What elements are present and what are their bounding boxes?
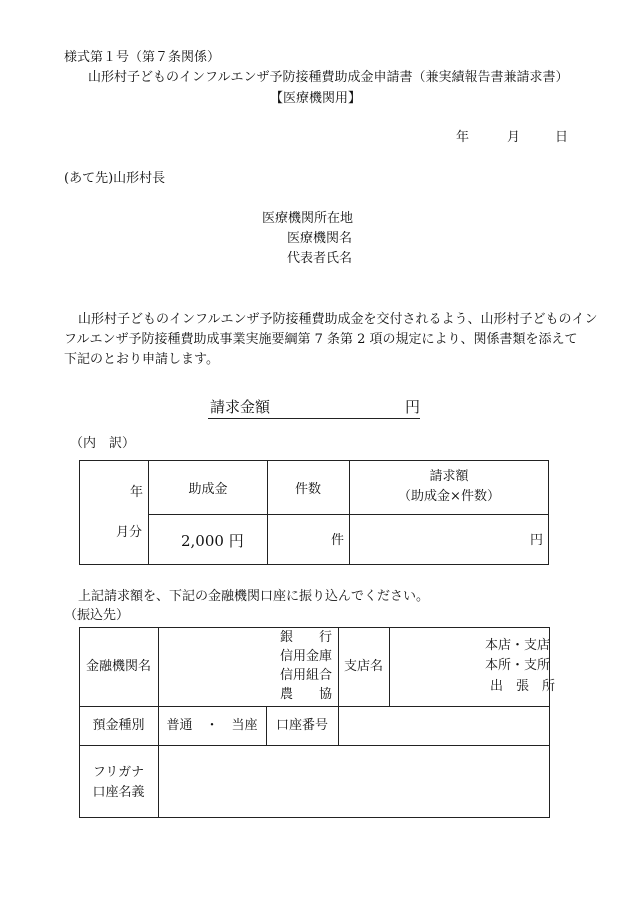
col-subsidy-header: 助成金 bbox=[188, 482, 228, 497]
date-day-label: 日 bbox=[555, 130, 569, 145]
addressee: (あて先)山形村長 bbox=[64, 171, 166, 186]
document-title: 山形村子どものインフルエンザ予防接種費助成金申請書（兼実績報告書兼請求書） bbox=[88, 70, 569, 85]
claim-amount-label: 請求金額 bbox=[210, 398, 271, 416]
claim-amount-underline bbox=[208, 418, 420, 419]
body-line-2: フルエンザ予防接種費助成事業実施要綱第 7 条第 2 項の規定により、関係書類を添えて bbox=[64, 332, 578, 347]
branch-type-3: 出 張 所 bbox=[490, 679, 556, 694]
breakdown-year-label: 年 bbox=[130, 485, 144, 500]
breakdown-label: （内 訳） bbox=[70, 436, 136, 451]
account-holder-label: 口座名義 bbox=[92, 785, 145, 800]
bank-name-label: 金融機関名 bbox=[85, 659, 151, 674]
transfer-note: 上記請求額を、下記の金融機関口座に振り込んでください。 bbox=[78, 589, 430, 604]
amount-unit: 円 bbox=[530, 533, 544, 548]
bank-type-3: 信用組合 bbox=[280, 668, 333, 683]
deposit-type-options: 普通 ・ 当座 bbox=[166, 718, 258, 733]
branch-label: 支店名 bbox=[343, 659, 383, 674]
claim-amount-unit: 円 bbox=[405, 398, 421, 416]
count-unit: 件 bbox=[331, 533, 345, 548]
breakdown-month-label: 月分 bbox=[116, 525, 143, 540]
document-subtitle: 【医療機関用】 bbox=[270, 91, 362, 106]
form-number: 様式第１号（第７条関係） bbox=[64, 50, 221, 65]
branch-type-2: 本所・支所 bbox=[485, 658, 551, 673]
col-amount-header-line2: （助成金×件数） bbox=[398, 489, 500, 504]
col-count-header: 件数 bbox=[294, 482, 321, 497]
furigana-label: フリガナ bbox=[92, 765, 145, 780]
branch-type-1: 本店・支店 bbox=[485, 638, 551, 653]
bank-type-1: 銀 行 bbox=[280, 630, 333, 645]
applicant-rep-label: 代表者氏名 bbox=[287, 251, 353, 266]
deposit-type-label: 預金種別 bbox=[92, 718, 145, 733]
date-year-label: 年 bbox=[456, 130, 470, 145]
transfer-label: （振込先） bbox=[64, 608, 130, 623]
col-amount-header-line1: 請求額 bbox=[429, 469, 469, 484]
subsidy-value: 2,000 円 bbox=[181, 532, 244, 550]
bank-type-2: 信用金庫 bbox=[280, 649, 333, 664]
account-number-label: 口座番号 bbox=[275, 718, 328, 733]
body-line-3: 下記のとおり申請します。 bbox=[64, 352, 219, 367]
bank-type-4: 農 協 bbox=[280, 687, 333, 702]
applicant-name-label: 医療機関名 bbox=[287, 231, 353, 246]
body-line-1: 山形村子どものインフルエンザ予防接種費助成金を交付されるよう、山形村子どものイン bbox=[78, 312, 598, 327]
applicant-address-label: 医療機関所在地 bbox=[262, 211, 354, 226]
date-month-label: 月 bbox=[507, 130, 521, 145]
